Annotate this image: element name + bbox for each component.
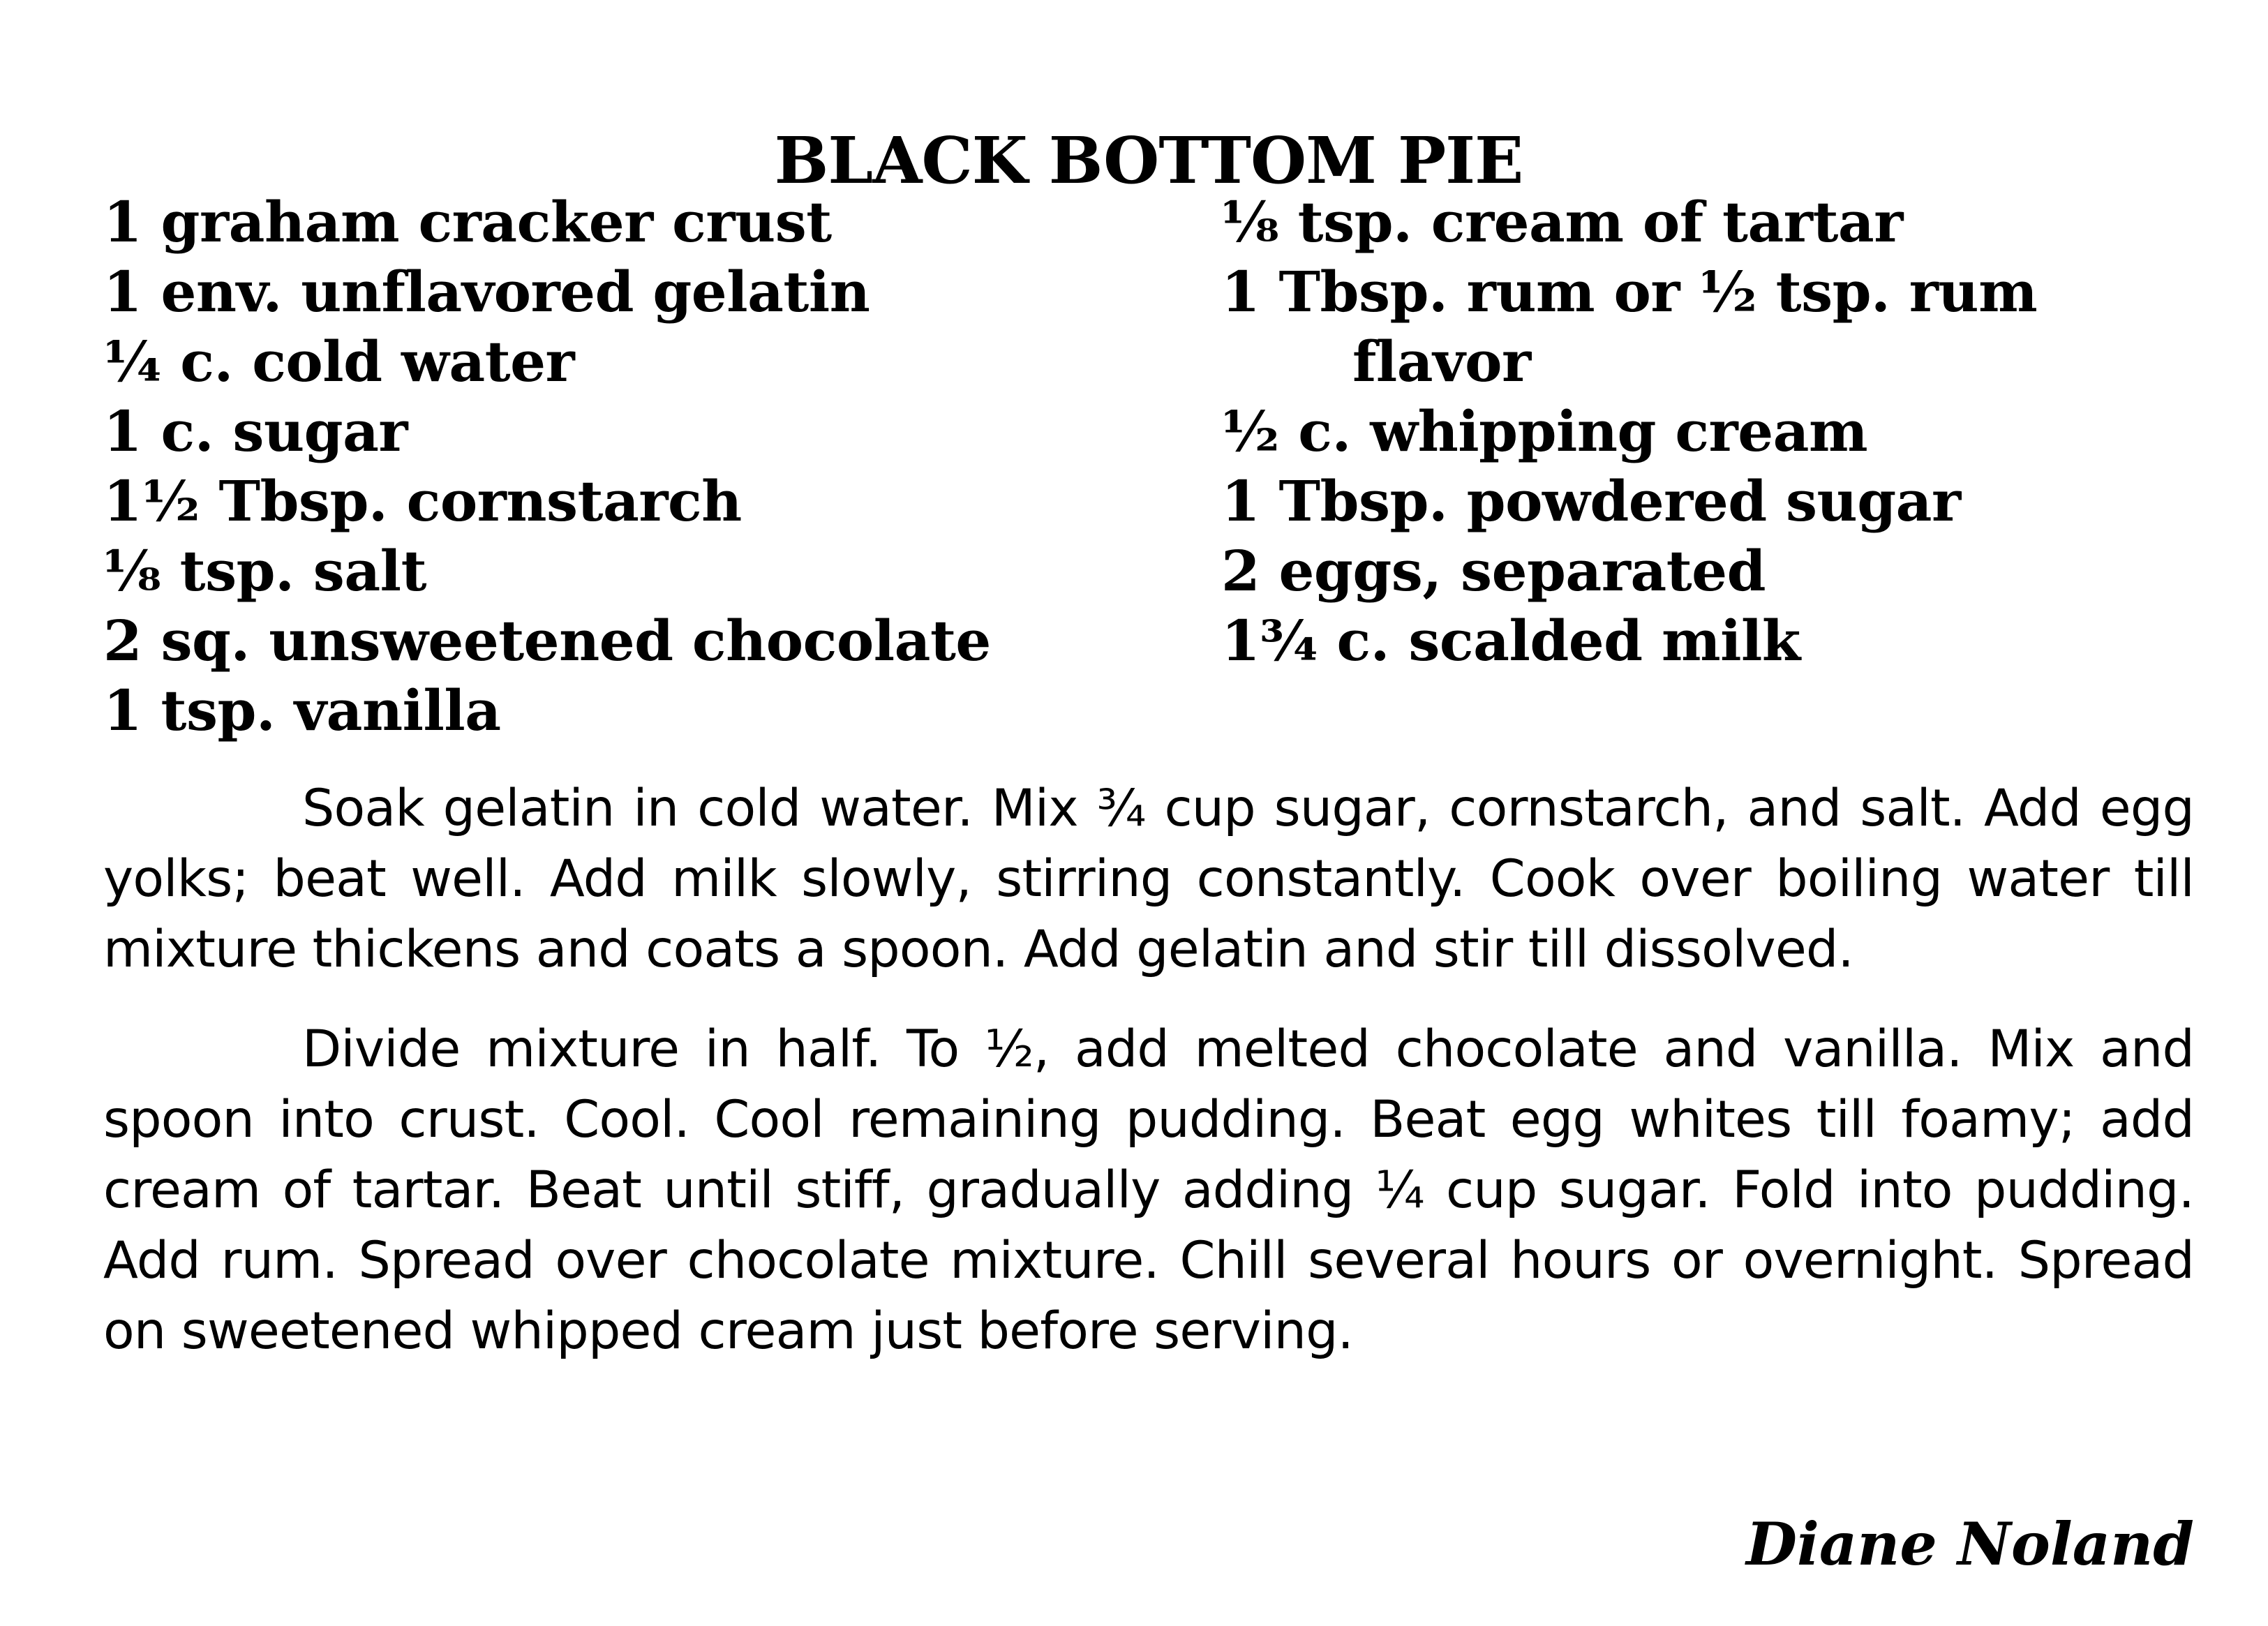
recipe-title: BLACK BOTTOM PIE: [774, 122, 1523, 198]
ingredient-item: 1 Tbsp. powdered sugar: [1221, 468, 1961, 534]
ingredient-item: ¼ c. cold water: [103, 329, 575, 394]
ingredient-item: ⅛ tsp. salt: [103, 538, 427, 604]
ingredient-item: 1¾ c. scalded milk: [1221, 608, 1800, 673]
instruction-paragraph: Divide mixture in half. To ½, add melted chocolate and vanilla. Mix and spoon into crust. Cool. Cool remaining pudding. Beat egg whites till foamy; add cream of tartar. Beat until stiff, gradually adding ¼ cup sugar. Fold into pudding. Add rum. Spread over chocolate mixture. Chill several hours or overnight. Spread on sweetened whipped cream just before serving.: [103, 1020, 2194, 1361]
ingredient-item: 1½ Tbsp. cornstarch: [103, 468, 742, 534]
ingredient-item: [1221, 257, 2037, 396]
ingredient-item: 1 tsp. vanilla: [103, 678, 501, 743]
ingredients-section: [103, 187, 2194, 745]
instructions: [103, 773, 2194, 1396]
ingredient-item: 1 env. unflavored gelatin: [103, 259, 870, 325]
ingredient-item: 2 eggs, separated: [1221, 538, 1766, 604]
recipe-card: [103, 0, 2194, 1626]
author-signature: Diane Noland: [1746, 1509, 2194, 1579]
ingredient-item: 2 sq. unsweetened chocolate: [103, 608, 991, 673]
ingredient-item: 1 graham cracker crust: [103, 189, 832, 255]
ingredient-item: ½ c. whipping cream: [1221, 398, 1868, 464]
ingredient-item-continuation: flavor: [1352, 329, 1531, 394]
ingredients-right-column: [1221, 187, 2037, 676]
ingredient-item: 1 c. sugar: [103, 398, 408, 464]
ingredients-left-column: [103, 187, 991, 745]
ingredient-item-line: 1 Tbsp. rum or ½ tsp. rum: [1221, 259, 2038, 325]
instruction-paragraph: Soak gelatin in cold water. Mix ¾ cup sugar, cornstarch, and salt. Add egg yolks; beat well. Add milk slowly, stirring constantly. Cook over boiling water till mixture thickens and coats a spoon. Add gelatin and stir till dissolved.: [103, 779, 2194, 979]
ingredient-item: ⅛ tsp. cream of tartar: [1221, 189, 1903, 255]
